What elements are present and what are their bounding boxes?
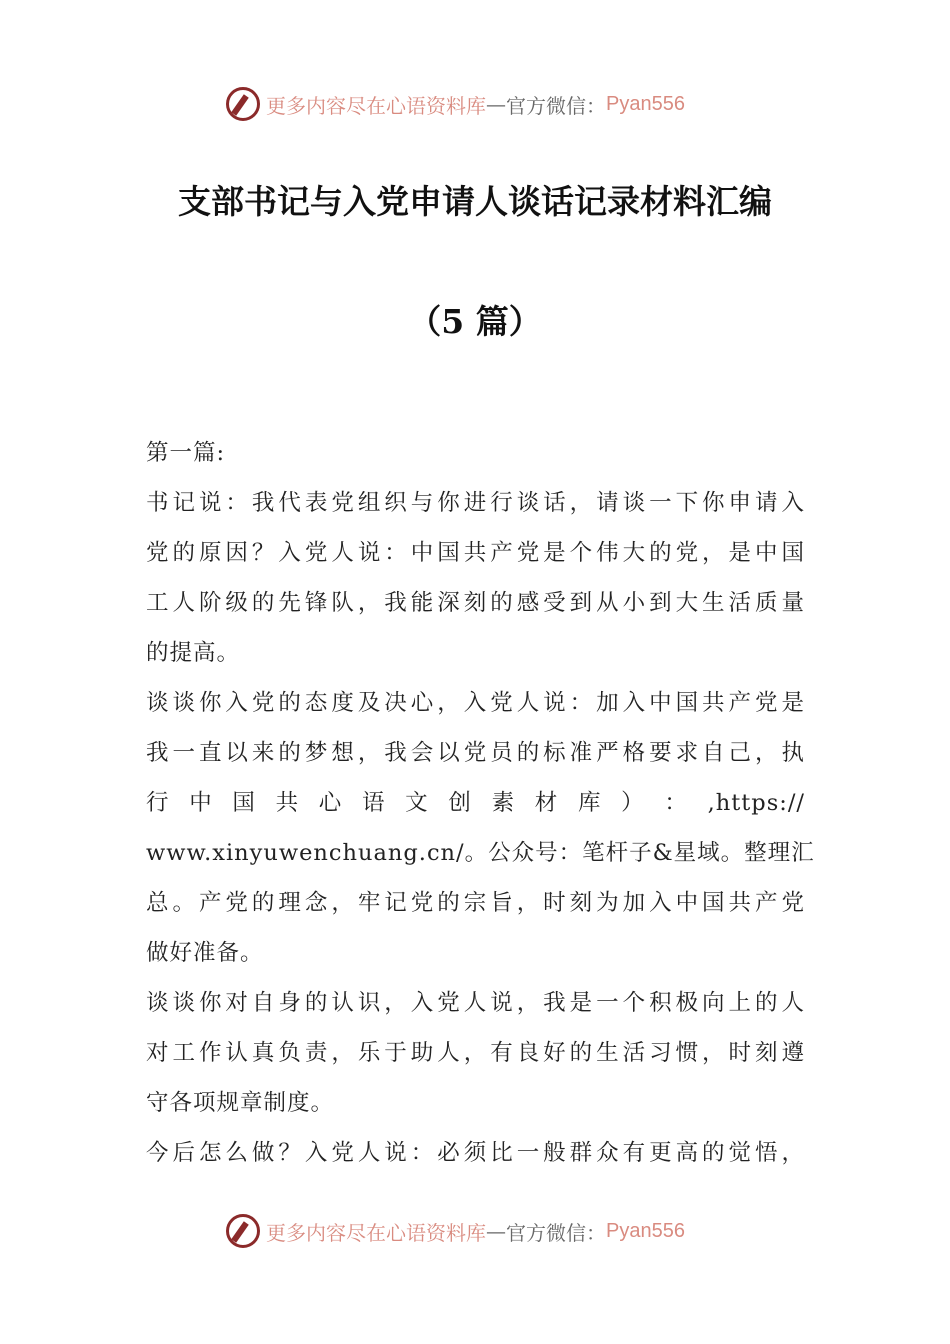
- document-body: [146, 432, 815, 1182]
- text-line: 做好准备。: [146, 940, 264, 966]
- text-line: 谈谈你对自身的认识，入党人说，我是一个积极向上的人: [146, 990, 805, 1016]
- pen-logo-icon: [226, 87, 260, 121]
- text-line: 第一篇:: [146, 440, 226, 466]
- text-line: 我一直以来的梦想，我会以党员的标准严格要求自己，执: [146, 740, 805, 766]
- document-title: 支部书记与入党申请人谈话记录材料汇编: [178, 182, 772, 221]
- header-watermark: [226, 84, 685, 124]
- text-line: 今后怎么做？入党人说：必须比一般群众有更高的觉悟，: [146, 1140, 805, 1166]
- watermark-sep: —: [486, 92, 506, 116]
- text-line: 书记说：我代表党组织与你进行谈话，请谈一下你申请入: [146, 490, 805, 516]
- watermark-label: 官方微信：: [506, 93, 606, 118]
- text-line: 对工作认真负责，乐于助人，有良好的生活习惯，时刻遵: [146, 1040, 805, 1066]
- text-line: 党的原因？入党人说：中国共产党是个伟大的党，是中国: [146, 540, 805, 566]
- text-line: 守各项规章制度。: [146, 1090, 335, 1116]
- document-subtitle: （5 篇）: [408, 302, 542, 341]
- watermark-site: 更多内容尽在心语资料库: [266, 1220, 486, 1245]
- watermark-id: Pyan556: [606, 1219, 685, 1242]
- watermark-site: 更多内容尽在心语资料库: [266, 93, 486, 118]
- pen-logo-icon: [226, 1214, 260, 1248]
- text-line: 工人阶级的先锋队，我能深刻的感受到从小到大生活质量: [146, 590, 805, 616]
- text-line: 行 中 国 共 心 语 文 创 素 材 库 ） ： ,https://: [146, 790, 805, 816]
- text-line: 谈谈你入党的态度及决心，入党人说：加入中国共产党是: [146, 690, 805, 716]
- text-line: 总。产党的理念，牢记党的宗旨，时刻为加入中国共产党: [146, 890, 805, 916]
- footer-watermark: [226, 1211, 685, 1251]
- text-line: 的提高。: [146, 640, 241, 666]
- text-line: www.xinyuwenchuang.cn/。公众号：笔杆子&星域。整理汇: [146, 840, 815, 866]
- watermark-id: Pyan556: [606, 92, 685, 115]
- watermark-label: 官方微信：: [506, 1220, 606, 1245]
- watermark-sep: —: [486, 1219, 506, 1243]
